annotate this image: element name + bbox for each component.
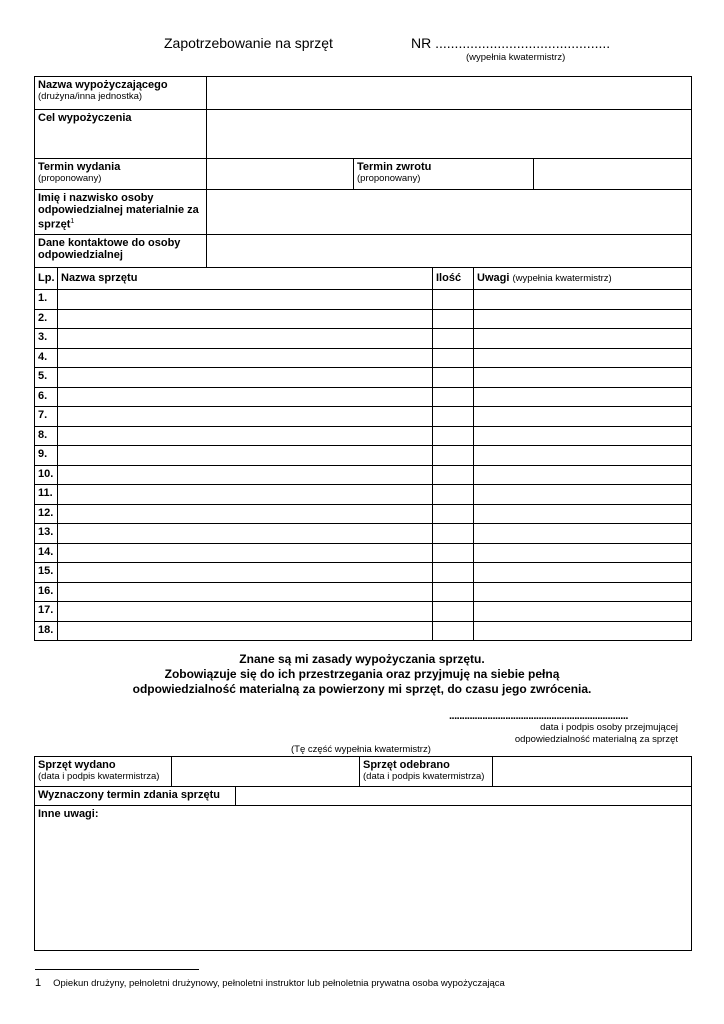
purpose-label: Cel wypożyczenia xyxy=(35,110,207,159)
liability-statement: Znane są mi zasady wypożyczania sprzętu. Zobowiązuje się do ich przestrzegania oraz przyjmuję na siebie pełną odpowiedzialność materialną za powierzony mi sprzęt, do czasu jego zwrócenia. xyxy=(132,652,592,696)
quantity-cell[interactable] xyxy=(433,485,474,505)
col-header-name: Nazwa sprzętu xyxy=(58,268,433,290)
notes-cell[interactable] xyxy=(474,602,692,622)
row-number: 1. xyxy=(35,290,58,310)
row-number: 5. xyxy=(35,368,58,388)
signature-caption: data i podpis osoby przejmującej odpowiedzialność materialną za sprzęt xyxy=(514,722,678,745)
table-row xyxy=(35,504,692,524)
quantity-cell[interactable] xyxy=(433,329,474,349)
request-number[interactable]: NR ............................................. xyxy=(411,35,611,51)
quantity-cell[interactable] xyxy=(433,582,474,602)
footnote: 1 Opiekun drużyny, pełnoletni drużynowy, pełnoletni instruktor lub pełnoletnia prywatna osoba wypożyczająca xyxy=(35,977,505,989)
table-row xyxy=(35,426,692,446)
row-number: 6. xyxy=(35,387,58,407)
row-number: 2. xyxy=(35,309,58,329)
notes-cell[interactable] xyxy=(474,465,692,485)
notes-cell[interactable] xyxy=(474,524,692,544)
table-row xyxy=(35,309,692,329)
equipment-name-cell[interactable] xyxy=(58,426,433,446)
equipment-name-cell[interactable] xyxy=(58,407,433,427)
quantity-cell[interactable] xyxy=(433,524,474,544)
notes-cell[interactable] xyxy=(474,621,692,641)
equipment-received-label: Sprzęt odebrano (data i podpis kwatermistrza) xyxy=(360,757,493,787)
table-row xyxy=(35,485,692,505)
footnote-divider xyxy=(35,969,199,970)
equipment-issued-field[interactable] xyxy=(172,757,360,787)
quantity-cell[interactable] xyxy=(433,407,474,427)
notes-cell[interactable] xyxy=(474,446,692,466)
quantity-cell[interactable] xyxy=(433,563,474,583)
quantity-cell[interactable] xyxy=(433,602,474,622)
page-title: Zapotrzebowanie na sprzęt xyxy=(164,35,333,51)
equipment-table xyxy=(34,267,692,641)
borrower-label: Nazwa wypożyczającego (drużyna/inna jednostka) xyxy=(35,77,207,110)
quartermaster-table xyxy=(34,756,692,951)
request-info-table xyxy=(34,76,692,268)
table-row xyxy=(35,465,692,485)
contact-label: Dane kontaktowe do osoby odpowiedzialnej xyxy=(35,235,207,268)
table-row xyxy=(35,602,692,622)
notes-cell[interactable] xyxy=(474,582,692,602)
table-row xyxy=(35,290,692,310)
notes-cell[interactable] xyxy=(474,563,692,583)
table-row xyxy=(35,543,692,563)
row-number: 4. xyxy=(35,348,58,368)
row-number: 3. xyxy=(35,329,58,349)
signature-line[interactable]: ...................................................................... xyxy=(449,710,628,722)
return-date-label: Termin zwrotu (proponowany) xyxy=(354,159,534,190)
notes-cell[interactable] xyxy=(474,426,692,446)
notes-cell[interactable] xyxy=(474,543,692,563)
equipment-issued-label: Sprzęt wydano (data i podpis kwatermistrza) xyxy=(35,757,172,787)
equipment-name-cell[interactable] xyxy=(58,563,433,583)
equipment-name-cell[interactable] xyxy=(58,524,433,544)
equipment-name-cell[interactable] xyxy=(58,465,433,485)
notes-cell[interactable] xyxy=(474,407,692,427)
equipment-received-field[interactable] xyxy=(493,757,692,787)
equipment-name-cell[interactable] xyxy=(58,387,433,407)
table-row xyxy=(35,563,692,583)
equipment-name-cell[interactable] xyxy=(58,348,433,368)
row-number: 10. xyxy=(35,465,58,485)
row-number: 15. xyxy=(35,563,58,583)
equipment-name-cell[interactable] xyxy=(58,543,433,563)
quantity-cell[interactable] xyxy=(433,621,474,641)
quartermaster-note: (Tę część wypełnia kwatermistrz) xyxy=(291,744,431,755)
quantity-cell[interactable] xyxy=(433,446,474,466)
equipment-name-cell[interactable] xyxy=(58,290,433,310)
row-number: 18. xyxy=(35,621,58,641)
row-number: 14. xyxy=(35,543,58,563)
notes-cell[interactable] xyxy=(474,485,692,505)
quantity-cell[interactable] xyxy=(433,426,474,446)
issue-date-field[interactable] xyxy=(207,159,354,190)
quantity-cell[interactable] xyxy=(433,543,474,563)
table-row xyxy=(35,446,692,466)
borrower-field[interactable] xyxy=(207,77,692,110)
quantity-cell[interactable] xyxy=(433,387,474,407)
return-deadline-field[interactable] xyxy=(236,787,692,806)
notes-cell[interactable] xyxy=(474,309,692,329)
other-notes-label: Inne uwagi: xyxy=(38,808,99,820)
purpose-field[interactable] xyxy=(207,110,692,159)
request-number-note: (wypełnia kwatermistrz) xyxy=(466,52,566,63)
table-row xyxy=(35,524,692,544)
equipment-name-cell[interactable] xyxy=(58,582,433,602)
equipment-name-cell[interactable] xyxy=(58,602,433,622)
row-number: 8. xyxy=(35,426,58,446)
equipment-name-cell[interactable] xyxy=(58,329,433,349)
quantity-cell[interactable] xyxy=(433,368,474,388)
quantity-cell[interactable] xyxy=(433,309,474,329)
contact-field[interactable] xyxy=(207,235,692,268)
row-number: 7. xyxy=(35,407,58,427)
row-number: 13. xyxy=(35,524,58,544)
notes-cell[interactable] xyxy=(474,329,692,349)
quantity-cell[interactable] xyxy=(433,465,474,485)
equipment-name-cell[interactable] xyxy=(58,368,433,388)
notes-cell[interactable] xyxy=(474,290,692,310)
quantity-cell[interactable] xyxy=(433,504,474,524)
col-header-notes: Uwagi (wypełnia kwatermistrz) xyxy=(474,268,692,290)
notes-cell[interactable] xyxy=(474,348,692,368)
issue-date-label: Termin wydania (proponowany) xyxy=(35,159,207,190)
table-row xyxy=(35,348,692,368)
responsible-person-label: Imię i nazwisko osoby odpowiedzialnej materialnie za sprzęt$^1$ xyxy=(35,190,207,235)
equipment-name-cell[interactable] xyxy=(58,504,433,524)
other-notes-field[interactable] xyxy=(35,806,692,951)
row-number: 12. xyxy=(35,504,58,524)
row-number: 16. xyxy=(35,582,58,602)
table-row xyxy=(35,387,692,407)
equipment-name-cell[interactable] xyxy=(58,446,433,466)
quantity-cell[interactable] xyxy=(433,348,474,368)
equipment-name-cell[interactable] xyxy=(58,309,433,329)
notes-cell[interactable] xyxy=(474,368,692,388)
responsible-person-field[interactable] xyxy=(207,190,692,235)
table-row xyxy=(35,407,692,427)
return-deadline-label: Wyznaczony termin zdania sprzętu xyxy=(35,787,236,806)
row-number: 9. xyxy=(35,446,58,466)
table-row xyxy=(35,368,692,388)
equipment-name-cell[interactable] xyxy=(58,621,433,641)
notes-cell[interactable] xyxy=(474,504,692,524)
table-row xyxy=(35,621,692,641)
table-row xyxy=(35,582,692,602)
notes-cell[interactable] xyxy=(474,387,692,407)
table-row xyxy=(35,329,692,349)
quantity-cell[interactable] xyxy=(433,290,474,310)
col-header-qty: Ilość xyxy=(433,268,474,290)
row-number: 17. xyxy=(35,602,58,622)
equipment-name-cell[interactable] xyxy=(58,485,433,505)
row-number: 11. xyxy=(35,485,58,505)
col-header-lp: Lp. xyxy=(35,268,58,290)
return-date-field[interactable] xyxy=(534,159,692,190)
